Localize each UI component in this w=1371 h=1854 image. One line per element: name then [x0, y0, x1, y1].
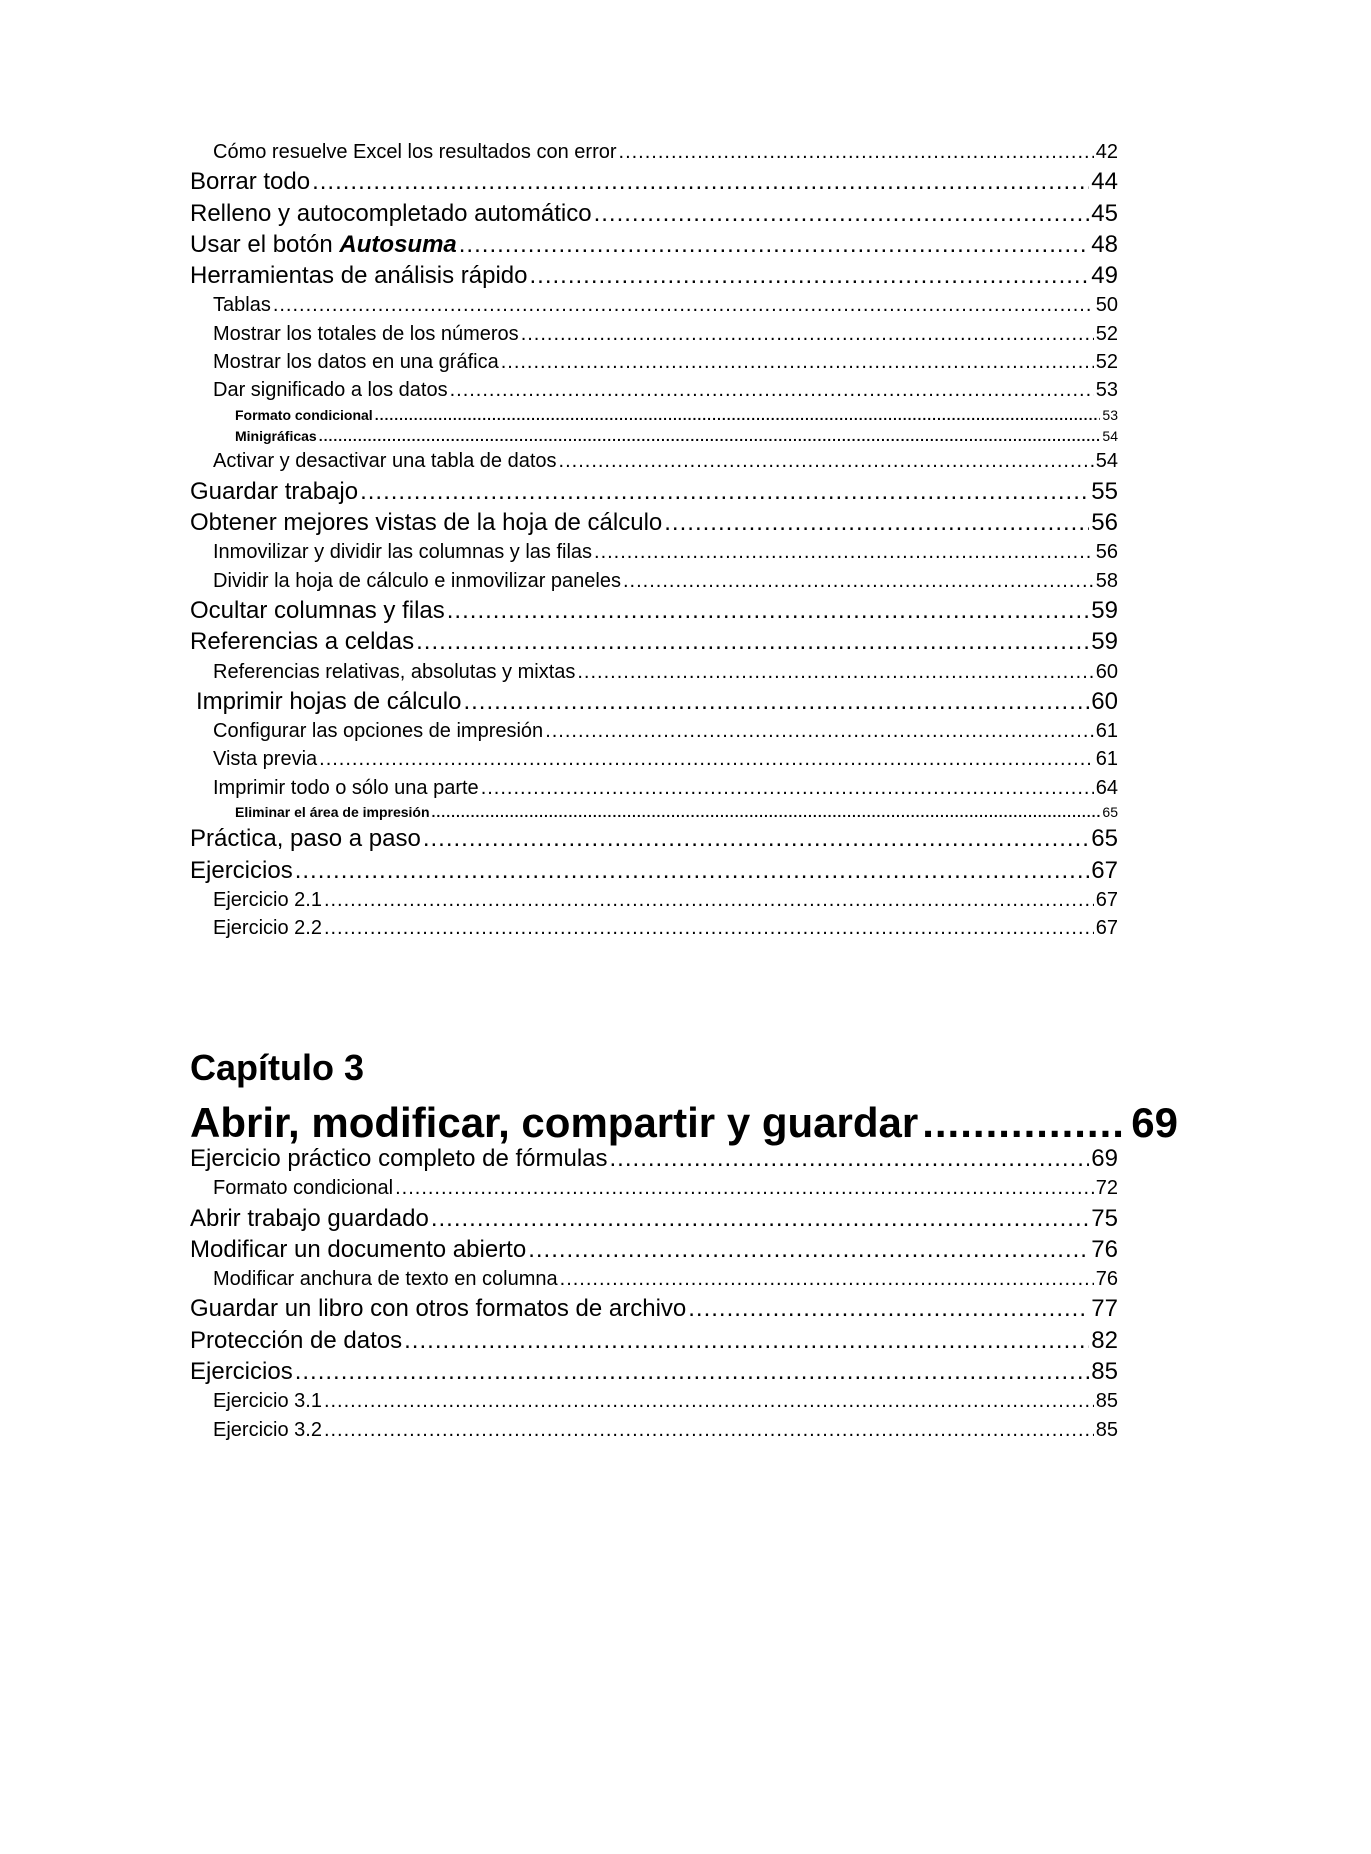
toc-entry-page-number: 42 — [1095, 141, 1118, 163]
toc-entry-label: Mostrar los datos en una gráfica — [213, 351, 499, 374]
toc-entry-page-number: 76 — [1095, 1268, 1118, 1291]
toc-entry-page-number: 64 — [1095, 776, 1118, 799]
toc-entry[interactable] — [190, 886, 1118, 914]
toc-entry[interactable] — [190, 567, 1118, 595]
toc-entry[interactable] — [190, 476, 1118, 507]
dot-leader — [432, 802, 1101, 823]
dot-leader — [431, 1203, 1089, 1234]
dot-leader — [295, 1356, 1090, 1387]
toc-entry-page-number: 61 — [1095, 748, 1118, 771]
dot-leader — [463, 686, 1089, 717]
toc-entry-page-number: 61 — [1095, 720, 1118, 743]
chapter-title: Abrir, modificar, compartir y guardar — [190, 1099, 919, 1146]
dot-leader — [688, 1293, 1089, 1324]
dot-leader — [521, 320, 1094, 348]
toc-entry[interactable] — [190, 138, 1118, 166]
dot-leader — [922, 1096, 1127, 1150]
toc-entry-label: Dar significado a los datos — [213, 379, 448, 402]
toc-entry-page-number: 67 — [1095, 889, 1118, 911]
toc-entry-label: Imprimir hojas de cálculo — [196, 687, 462, 715]
dot-leader — [360, 476, 1089, 507]
toc-entry[interactable] — [190, 1234, 1118, 1265]
toc-entry-label: Formato condicional — [235, 406, 373, 423]
toc-entry-page-number: 52 — [1095, 351, 1118, 374]
toc-entry-label: Vista previa — [213, 748, 318, 771]
toc-entry[interactable] — [190, 914, 1118, 942]
toc-entry[interactable] — [190, 405, 1118, 426]
toc-entry-page-number: 45 — [1091, 199, 1118, 227]
toc-entry-label: Referencias relativas, absolutas y mixtas — [213, 660, 576, 683]
toc-entry-label: Ejercicios — [190, 1358, 293, 1386]
toc-entry-label: Protección de datos — [190, 1326, 403, 1354]
dot-leader — [416, 626, 1089, 657]
dot-leader — [501, 348, 1094, 376]
dot-leader — [447, 595, 1090, 626]
toc-entry-page-number: 60 — [1091, 687, 1118, 715]
dot-leader — [545, 717, 1094, 745]
toc-entry-page-number: 69 — [1091, 1145, 1118, 1172]
dot-leader — [528, 1234, 1089, 1265]
toc-entry-page-number: 75 — [1091, 1204, 1118, 1232]
dot-leader — [395, 1174, 1094, 1202]
dot-leader — [423, 823, 1089, 854]
toc-entry-page-number: 76 — [1091, 1235, 1118, 1263]
toc-entry-page-number: 72 — [1095, 1177, 1118, 1200]
toc-entry-label: Ejercicio práctico completo de fórmulas — [190, 1145, 608, 1172]
dot-leader — [610, 1143, 1090, 1174]
toc-entry-label: Referencias a celdas — [190, 628, 415, 656]
toc-section-chapter-2 — [190, 138, 1118, 943]
toc-entry[interactable] — [190, 198, 1118, 229]
toc-entry-page-number: 54 — [1102, 428, 1118, 445]
dot-leader — [481, 774, 1094, 802]
toc-entry-label: Ejercicio 2.1 — [213, 889, 322, 911]
toc-entry-page-number: 58 — [1095, 569, 1118, 592]
toc-entry[interactable] — [190, 260, 1118, 291]
toc-entry-label: Guardar trabajo — [190, 477, 359, 505]
toc-entry[interactable] — [190, 626, 1118, 657]
dot-leader — [324, 886, 1094, 914]
dot-leader — [559, 447, 1094, 475]
chapter-title-row[interactable] — [190, 1096, 1178, 1150]
dot-leader — [619, 138, 1094, 166]
dot-leader — [375, 405, 1101, 426]
toc-entry-page-number: 56 — [1095, 541, 1118, 564]
toc-entry-label — [190, 229, 457, 260]
toc-entry[interactable] — [190, 426, 1118, 447]
toc-entry-label: Modificar anchura de texto en columna — [213, 1268, 558, 1291]
toc-entry-label: Obtener mejores vistas de la hoja de cálculo — [190, 509, 663, 537]
dot-leader — [404, 1325, 1089, 1356]
toc-entry-page-number: 60 — [1095, 660, 1118, 683]
toc-entry-label: Formato condicional — [213, 1177, 394, 1200]
toc-entry[interactable] — [190, 1265, 1118, 1293]
toc-entry-label-prefix: Usar el botón — [190, 230, 340, 258]
toc-entry[interactable] — [190, 291, 1118, 319]
toc-entry-page-number: 44 — [1091, 168, 1118, 196]
toc-entry-label: Dividir la hoja de cálculo e inmovilizar paneles — [213, 569, 621, 592]
toc-entry[interactable] — [190, 802, 1118, 823]
toc-entry[interactable] — [190, 855, 1118, 886]
toc-entry-page-number: 59 — [1091, 596, 1118, 624]
toc-entry[interactable] — [190, 745, 1118, 773]
dot-leader — [319, 426, 1101, 447]
toc-entry[interactable] — [190, 229, 1118, 260]
toc-entry-page-number: 53 — [1095, 379, 1118, 402]
toc-entry[interactable] — [190, 1387, 1118, 1415]
chapter-page-number: 69 — [1131, 1099, 1178, 1146]
dot-leader — [623, 567, 1094, 595]
toc-entry-page-number: 67 — [1091, 856, 1118, 884]
toc-entry-page-number: 54 — [1095, 450, 1118, 473]
toc-entry[interactable] — [190, 1356, 1118, 1387]
toc-entry[interactable] — [190, 1174, 1118, 1202]
toc-entry-page-number: 65 — [1091, 825, 1118, 853]
toc-entry[interactable] — [190, 686, 1118, 717]
toc-entry-label: Configurar las opciones de impresión — [213, 720, 544, 743]
toc-entry[interactable] — [190, 1143, 1118, 1174]
toc-entry-label: Modificar un documento abierto — [190, 1235, 527, 1263]
dot-leader — [273, 291, 1094, 319]
dot-leader — [324, 914, 1094, 942]
dot-leader — [560, 1265, 1094, 1293]
dot-leader — [594, 198, 1090, 229]
toc-entry[interactable] — [190, 348, 1118, 376]
dot-leader — [530, 260, 1090, 291]
toc-entry-label: Guardar un libro con otros formatos de archivo — [190, 1295, 687, 1323]
toc-entry-label: Práctica, paso a paso — [190, 825, 421, 853]
toc-section-chapter-3 — [190, 1143, 1118, 1444]
dot-leader — [594, 538, 1094, 566]
toc-entry-page-number: 85 — [1091, 1358, 1118, 1386]
dot-leader — [312, 166, 1089, 197]
toc-entry-label-emphasis: Autosuma — [339, 230, 457, 258]
chapter-number: Capítulo 3 — [190, 1047, 365, 1088]
dot-leader — [324, 1416, 1094, 1444]
toc-entry-page-number: 50 — [1095, 294, 1118, 317]
toc-entry[interactable] — [190, 1203, 1118, 1234]
toc-entry[interactable] — [190, 166, 1118, 197]
dot-leader — [324, 1387, 1094, 1415]
dot-leader — [295, 855, 1090, 886]
toc-entry-label: Ocultar columnas y filas — [190, 596, 445, 624]
dot-leader — [577, 658, 1093, 686]
toc-entry-label: Ejercicios — [190, 856, 293, 884]
toc-entry-label: Herramientas de análisis rápido — [190, 262, 528, 290]
toc-entry-label: Abrir trabajo guardado — [190, 1204, 429, 1232]
dot-leader — [319, 745, 1094, 773]
toc-entry-page-number: 52 — [1095, 322, 1118, 345]
toc-entry-label: Activar y desactivar una tabla de datos — [213, 450, 557, 473]
toc-entry-page-number: 49 — [1091, 262, 1118, 290]
toc-entry-page-number: 67 — [1095, 917, 1118, 940]
toc-entry[interactable] — [190, 320, 1118, 348]
toc-entry-label: Cómo resuelve Excel los resultados con error — [213, 141, 617, 163]
toc-entry-label: Tablas — [213, 294, 271, 317]
toc-entry-page-number: 55 — [1091, 477, 1118, 505]
toc-entry-page-number: 56 — [1091, 509, 1118, 537]
dot-leader — [664, 507, 1089, 538]
toc-entry-page-number: 85 — [1095, 1390, 1118, 1413]
toc-entry-page-number: 59 — [1091, 628, 1118, 656]
toc-entry[interactable] — [190, 658, 1118, 686]
toc-entry-label: Mostrar los totales de los números — [213, 322, 519, 345]
toc-entry-page-number: 65 — [1102, 804, 1118, 821]
toc-entry-page-number: 77 — [1091, 1295, 1118, 1323]
dot-leader — [450, 376, 1094, 404]
toc-entry[interactable] — [190, 538, 1118, 566]
toc-entry[interactable] — [190, 376, 1118, 404]
toc-entry[interactable] — [190, 1325, 1118, 1356]
toc-entry-label: Relleno y autocompletado automático — [190, 199, 592, 227]
toc-entry[interactable] — [190, 447, 1118, 475]
toc-entry-label: Borrar todo — [190, 168, 311, 196]
toc-entry-label: Minigráficas — [235, 428, 317, 445]
toc-entry-page-number: 85 — [1095, 1418, 1118, 1441]
toc-entry[interactable] — [190, 595, 1118, 626]
toc-entry-label: Ejercicio 3.1 — [213, 1390, 322, 1413]
toc-entry-label: Ejercicio 3.2 — [213, 1418, 322, 1441]
toc-entry[interactable] — [190, 1416, 1118, 1444]
toc-entry-page-number: 82 — [1091, 1326, 1118, 1354]
toc-entry[interactable] — [190, 507, 1118, 538]
toc-entry[interactable] — [190, 774, 1118, 802]
toc-entry-label: Imprimir todo o sólo una parte — [213, 776, 479, 799]
toc-entry-label: Inmovilizar y dividir las columnas y las filas — [213, 541, 593, 564]
toc-entry[interactable] — [190, 717, 1118, 745]
toc-entry-page-number: 53 — [1102, 406, 1118, 423]
toc-entry-label: Ejercicio 2.2 — [213, 917, 322, 940]
toc-entry-page-number: 48 — [1091, 230, 1118, 258]
toc-entry[interactable] — [190, 823, 1118, 854]
dot-leader — [459, 229, 1090, 260]
toc-entry[interactable] — [190, 1293, 1118, 1324]
toc-entry-label: Eliminar el área de impresión — [235, 804, 430, 821]
